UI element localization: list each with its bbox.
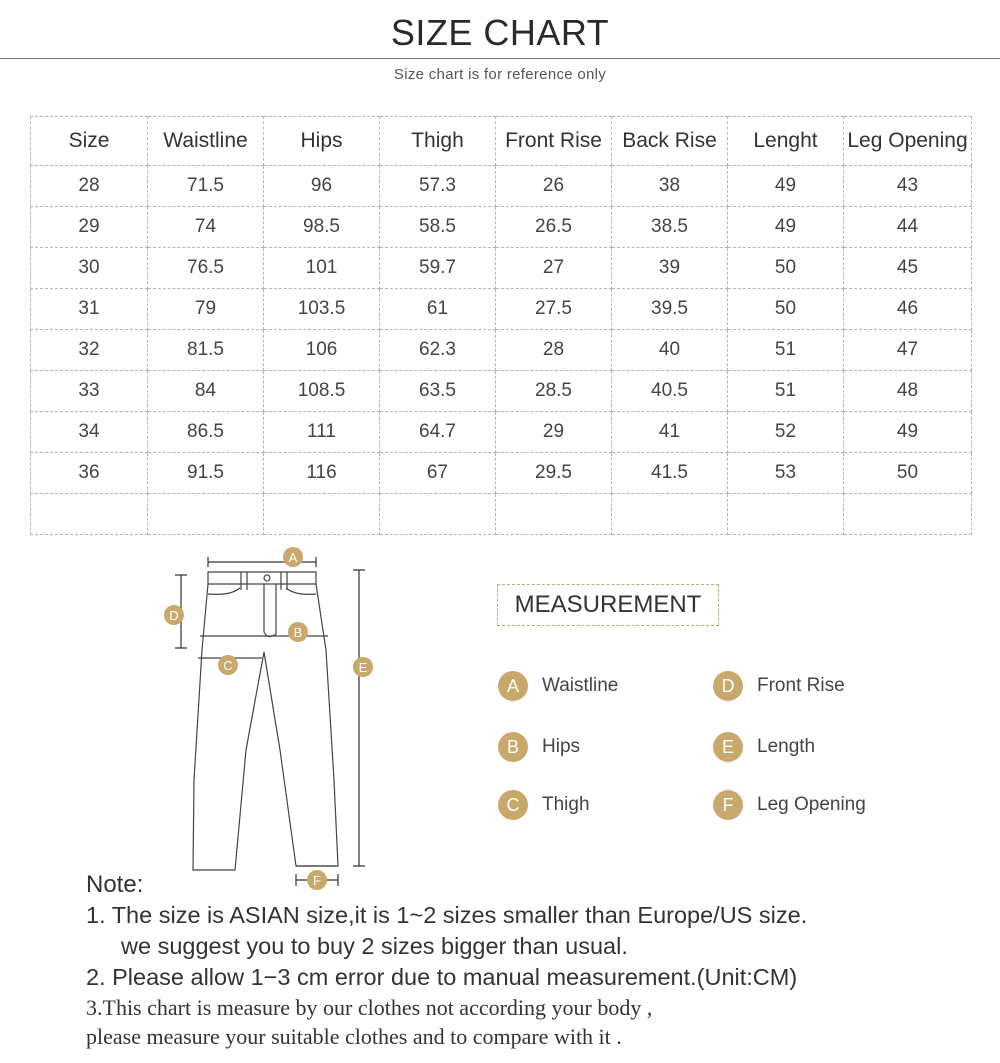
table-cell: 74 xyxy=(148,207,264,248)
table-cell: 49 xyxy=(844,412,972,453)
legend-label: Hips xyxy=(542,736,581,757)
note-2: 2. Please allow 1−3 cm error due to manual measurement.(Unit:CM) xyxy=(86,964,798,990)
table-cell: 96 xyxy=(264,166,380,207)
marker-e xyxy=(353,657,373,677)
table-cell: 26 xyxy=(496,166,612,207)
legend-badge: C xyxy=(498,790,528,820)
size-table xyxy=(30,116,972,535)
table-cell: 30 xyxy=(31,248,148,289)
notes-heading: Note: xyxy=(86,871,144,898)
legend-item-thigh xyxy=(498,790,590,820)
table-cell: 50 xyxy=(728,248,844,289)
legend-label: Length xyxy=(757,736,816,757)
legend-badge: E xyxy=(713,732,743,762)
column-header: Front Rise xyxy=(496,117,612,166)
table-cell: 64.7 xyxy=(380,412,496,453)
table-cell: 41 xyxy=(612,412,728,453)
svg-text:C: C xyxy=(223,658,233,673)
svg-text:B: B xyxy=(293,625,303,640)
legend-label: Leg Opening xyxy=(757,794,866,815)
table-cell: 57.3 xyxy=(380,166,496,207)
table-cell xyxy=(844,494,972,535)
table-cell: 103.5 xyxy=(264,289,380,330)
table-header-row xyxy=(31,117,972,166)
note-3-continued: please measure your suitable clothes and to compare with it . xyxy=(86,1024,622,1049)
table-cell: 84 xyxy=(148,371,264,412)
table-cell: 116 xyxy=(264,453,380,494)
page-subtitle: Size chart is for reference only xyxy=(393,66,607,83)
svg-text:E: E xyxy=(358,660,368,675)
note-3: 3.This chart is measure by our clothes not according your body , xyxy=(86,995,653,1020)
table-cell: 111 xyxy=(264,412,380,453)
table-cell: 76.5 xyxy=(148,248,264,289)
column-header: Waistline xyxy=(148,117,264,166)
table-cell: 71.5 xyxy=(148,166,264,207)
table-cell: 34 xyxy=(31,412,148,453)
marker-b xyxy=(288,622,308,642)
table-cell: 28.5 xyxy=(496,371,612,412)
table-cell: 29 xyxy=(496,412,612,453)
svg-text:D: D xyxy=(169,608,179,623)
notes-section xyxy=(86,870,986,1051)
table-cell: 106 xyxy=(264,330,380,371)
legend-item-front-rise xyxy=(713,671,845,701)
column-header: Back Rise xyxy=(612,117,728,166)
table-cell: 51 xyxy=(728,371,844,412)
table-cell: 51 xyxy=(728,330,844,371)
table-cell: 32 xyxy=(31,330,148,371)
column-header: Lenght xyxy=(728,117,844,166)
table-cell: 39 xyxy=(612,248,728,289)
legend-item-hips xyxy=(498,732,580,762)
table-cell: 38 xyxy=(612,166,728,207)
table-cell: 47 xyxy=(844,330,972,371)
table-row xyxy=(31,371,972,412)
table-cell xyxy=(264,494,380,535)
table-cell: 40.5 xyxy=(612,371,728,412)
table-cell xyxy=(496,494,612,535)
table-cell: 31 xyxy=(31,289,148,330)
table-cell: 27 xyxy=(496,248,612,289)
legend-item-length xyxy=(713,732,815,762)
legend-badge: A xyxy=(498,671,528,701)
table-row xyxy=(31,330,972,371)
table-cell: 33 xyxy=(31,371,148,412)
table-cell: 36 xyxy=(31,453,148,494)
legend-item-leg-opening xyxy=(713,790,866,820)
table-row xyxy=(31,453,972,494)
table-cell: 29 xyxy=(31,207,148,248)
table-cell xyxy=(612,494,728,535)
table-cell: 86.5 xyxy=(148,412,264,453)
table-cell xyxy=(148,494,264,535)
legend-badge: F xyxy=(713,790,743,820)
table-cell: 26.5 xyxy=(496,207,612,248)
table-cell: 108.5 xyxy=(264,371,380,412)
table-cell: 40 xyxy=(612,330,728,371)
table-cell: 50 xyxy=(728,289,844,330)
table-cell xyxy=(728,494,844,535)
column-header: Thigh xyxy=(380,117,496,166)
table-row xyxy=(31,289,972,330)
table-cell: 49 xyxy=(728,207,844,248)
note-1-continued: we suggest you to buy 2 sizes bigger than usual. xyxy=(121,933,628,959)
pants-measurement-diagram xyxy=(150,540,390,900)
column-header: Size xyxy=(31,117,148,166)
table-cell: 62.3 xyxy=(380,330,496,371)
table-cell: 50 xyxy=(844,453,972,494)
table-row xyxy=(31,207,972,248)
table-cell: 46 xyxy=(844,289,972,330)
legend-label: Waistline xyxy=(542,675,619,696)
table-cell: 29.5 xyxy=(496,453,612,494)
legend-label: Thigh xyxy=(542,794,590,815)
column-header: Hips xyxy=(264,117,380,166)
table-cell: 38.5 xyxy=(612,207,728,248)
svg-text:A: A xyxy=(288,550,298,565)
table-cell: 79 xyxy=(148,289,264,330)
table-cell xyxy=(31,494,148,535)
table-row xyxy=(31,248,972,289)
table-cell: 53 xyxy=(728,453,844,494)
table-cell: 63.5 xyxy=(380,371,496,412)
table-row xyxy=(31,412,972,453)
table-row xyxy=(31,494,972,535)
note-1: 1. The size is ASIAN size,it is 1~2 sizes smaller than Europe/US size. xyxy=(86,902,808,928)
legend-badge: B xyxy=(498,732,528,762)
svg-text:F: F xyxy=(313,873,321,888)
table-cell: 48 xyxy=(844,371,972,412)
legend-label: Front Rise xyxy=(757,675,845,696)
table-cell: 67 xyxy=(380,453,496,494)
measurement-title: MEASUREMENT xyxy=(497,584,719,626)
table-cell: 39.5 xyxy=(612,289,728,330)
page-title: SIZE CHART xyxy=(390,12,610,53)
table-cell: 52 xyxy=(728,412,844,453)
table-cell: 101 xyxy=(264,248,380,289)
marker-c xyxy=(218,655,238,675)
table-cell xyxy=(380,494,496,535)
table-cell: 43 xyxy=(844,166,972,207)
table-cell: 27.5 xyxy=(496,289,612,330)
table-cell: 49 xyxy=(728,166,844,207)
marker-a xyxy=(283,547,303,567)
table-cell: 41.5 xyxy=(612,453,728,494)
table-cell: 28 xyxy=(496,330,612,371)
table-body xyxy=(31,166,972,535)
column-header: Leg Opening xyxy=(844,117,972,166)
title-divider xyxy=(0,58,1000,59)
table-cell: 59.7 xyxy=(380,248,496,289)
table-cell: 81.5 xyxy=(148,330,264,371)
table-cell: 91.5 xyxy=(148,453,264,494)
table-cell: 98.5 xyxy=(264,207,380,248)
table-cell: 28 xyxy=(31,166,148,207)
table-cell: 61 xyxy=(380,289,496,330)
table-cell: 45 xyxy=(844,248,972,289)
legend-item-waistline xyxy=(498,671,618,701)
table-row xyxy=(31,166,972,207)
table-cell: 44 xyxy=(844,207,972,248)
legend-badge: D xyxy=(713,671,743,701)
marker-d xyxy=(164,605,184,625)
table-cell: 58.5 xyxy=(380,207,496,248)
